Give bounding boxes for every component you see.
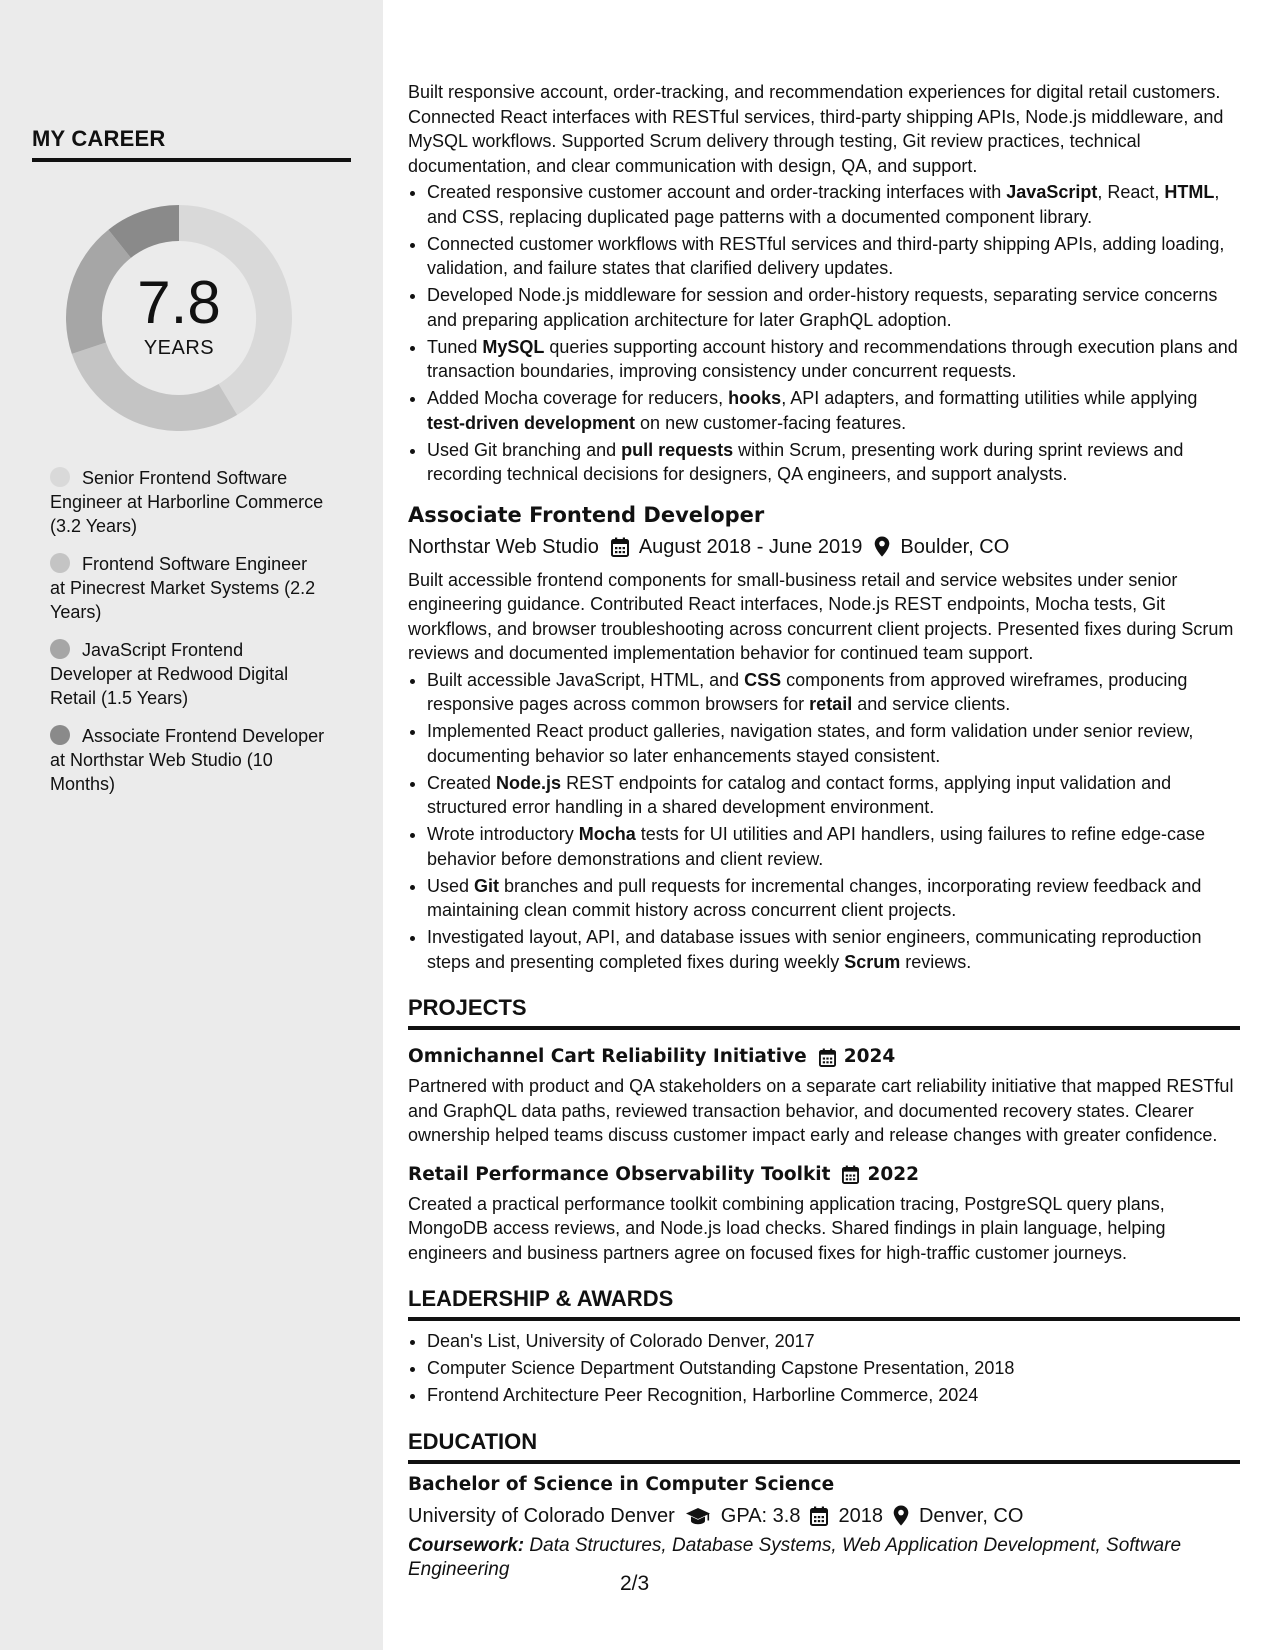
main-content — [408, 80, 1240, 1582]
bullet-item: • Wrote introductory Mocha tests for UI utilities and API handlers, using failures to refine edge-case behavior before demonstrations and client review. — [427, 822, 1240, 871]
education-heading: EDUCATION — [408, 1428, 1240, 1464]
bullet-item: • Used Git branching and pull requests within Scrum, presenting work during sprint reviews and recording technical decisions for designers, QA engineers, and support analysts. — [427, 438, 1240, 487]
project-year: 2024 — [843, 1046, 896, 1067]
school-name: University of Colorado Denver — [408, 1504, 675, 1527]
project-year: 2022 — [867, 1163, 919, 1185]
project-title: Omnichannel Cart Reliability Initiative — [408, 1046, 807, 1067]
legend-dot — [50, 725, 70, 745]
legend-item — [50, 638, 325, 710]
job-summary: Built accessible frontend components for small-business retail and service websites under senior engineering guidance. Contributed React interfaces, Node.js REST endpoints, Mocha tests, Git workflows, and browser troubleshooting across concurrent client projects. Presented fixes during Scrum reviews and documented implementation behavior for continued team support. — [408, 569, 1234, 663]
career-donut-chart — [66, 205, 292, 431]
education-meta — [408, 1502, 1240, 1530]
bullet-item: • Built accessible JavaScript, HTML, and CSS components from approved wireframes, producing responsive pages across common browsers for retail and service clients. — [427, 668, 1240, 717]
calendar-icon — [819, 1048, 836, 1067]
calendar-icon — [842, 1165, 859, 1184]
award-item: • Computer Science Department Outstanding Capstone Presentation, 2018 — [427, 1356, 1240, 1381]
legend-dot — [50, 553, 70, 573]
legend-item — [50, 552, 325, 624]
coursework — [408, 1534, 1240, 1582]
bullet-item: • Investigated layout, API, and database issues with senior engineers, communicating reproduction steps and presenting completed fixes during weekly Scrum reviews. — [427, 925, 1240, 974]
legend-label: JavaScript Frontend Developer at Redwood Digital Retail (1.5 Years) — [50, 640, 289, 708]
bullet-item: • Implemented React product galleries, navigation states, and form validation under senior review, documenting behavior so later enhancements stayed consistent. — [427, 719, 1240, 768]
graduation-cap-icon — [685, 1507, 711, 1525]
job-location: Boulder, CO — [900, 535, 1010, 558]
bullet-item: • Created Node.js REST endpoints for catalog and contact forms, applying input validation and structured error handling in a shared development environment. — [427, 771, 1240, 820]
donut-unit-label: YEARS — [143, 336, 215, 359]
legend-item — [50, 466, 325, 538]
bullet-item: • Added Mocha coverage for reducers, hooks, API adapters, and formatting utilities while applying test-driven development on new customer-facing features. — [427, 386, 1240, 435]
job-bullets — [408, 180, 1240, 487]
award-item: • Dean's List, University of Colorado Denver, 2017 — [427, 1329, 1240, 1354]
legend-label: Senior Frontend Software Engineer at Harborline Commerce (3.2 Years) — [50, 468, 324, 536]
projects-heading: PROJECTS — [408, 994, 1240, 1030]
job-title: Associate Frontend Developer — [408, 502, 765, 527]
project-description: Partnered with product and QA stakeholders on a separate cart reliability initiative that mapped RESTful and GraphQL data paths, reviewed transaction behavior, and documented recovery states. Clearer ownership helped teams discuss customer impact early and release changes with greater confidence. — [408, 1076, 1234, 1145]
map-pin-icon — [893, 1505, 909, 1526]
job-dates: August 2018 - June 2019 — [638, 535, 863, 558]
map-pin-icon — [874, 536, 890, 557]
awards-heading: LEADERSHIP & AWARDS — [408, 1285, 1240, 1321]
calendar-icon — [611, 537, 629, 557]
education-location: Denver, CO — [918, 1504, 1024, 1527]
awards-list — [408, 1329, 1240, 1408]
bullet-item: • Connected customer workflows with RESTful services and third-party shipping APIs, adding loading, validation, and failure states that clarified delivery updates. — [427, 232, 1240, 281]
career-legend — [50, 466, 325, 810]
job-meta — [408, 533, 1240, 561]
project-title: Retail Performance Observability Toolkit — [408, 1163, 831, 1185]
award-item: • Frontend Architecture Peer Recognition, Harborline Commerce, 2024 — [427, 1383, 1240, 1408]
project-description: Created a practical performance toolkit combining application tracing, PostgreSQL query plans, MongoDB access reviews, and Node.js load checks. Shared findings in plain language, helping engineers and business partners agree on focused fixes for high-traffic customer journeys. — [408, 1193, 1166, 1263]
bullet-item: • Created responsive customer account and order-tracking interfaces with JavaScript, React, HTML, and CSS, replacing duplicated page patterns with a documented component library. — [427, 180, 1240, 229]
bullet-item: • Tuned MySQL queries supporting account history and recommendations through execution plans and transaction boundaries, improving consistency under concurrent requests. — [427, 335, 1240, 384]
bullet-item: • Developed Node.js middleware for session and order-history requests, separating service concerns and preparing application architecture for later GraphQL adoption. — [427, 283, 1240, 332]
coursework-label: Coursework: — [408, 1534, 525, 1556]
job-summary: Built responsive account, order-tracking, and recommendation experiences for digital retail customers. Connected React interfaces with RESTful services, third-party shipping APIs, Node.js middleware, and MySQL workflows. Supported Scrum delivery through testing, Git review practices, technical documentation, and clear communication with design, QA, and support. — [408, 82, 1224, 176]
page-number: 2/3 — [620, 1572, 650, 1595]
graduation-year: 2018 — [838, 1504, 883, 1527]
bullet-item: • Used Git branches and pull requests for incremental changes, incorporating review feedback and maintaining clean commit history across concurrent client projects. — [427, 874, 1240, 923]
company-name: Northstar Web Studio — [408, 535, 599, 558]
legend-dot — [50, 639, 70, 659]
degree-title: Bachelor of Science in Computer Science — [408, 1473, 835, 1495]
legend-item — [50, 724, 325, 796]
calendar-icon — [810, 1506, 828, 1526]
legend-dot — [50, 467, 70, 487]
gpa: GPA: 3.8 — [720, 1504, 801, 1527]
project-title-row — [408, 1044, 1240, 1070]
job-bullets — [408, 668, 1240, 975]
legend-label: Frontend Software Engineer at Pinecrest Market Systems (2.2 Years) — [50, 554, 316, 622]
donut-total-value: 7.8 — [137, 268, 221, 336]
career-heading: MY CAREER — [32, 126, 351, 162]
legend-label: Associate Frontend Developer at Northstar Web Studio (10 Months) — [50, 726, 325, 794]
sidebar — [0, 0, 383, 1650]
project-title-row — [408, 1162, 1240, 1188]
coursework-list: Data Structures, Database Systems, Web Application Development, Software Engineering — [408, 1534, 1182, 1580]
